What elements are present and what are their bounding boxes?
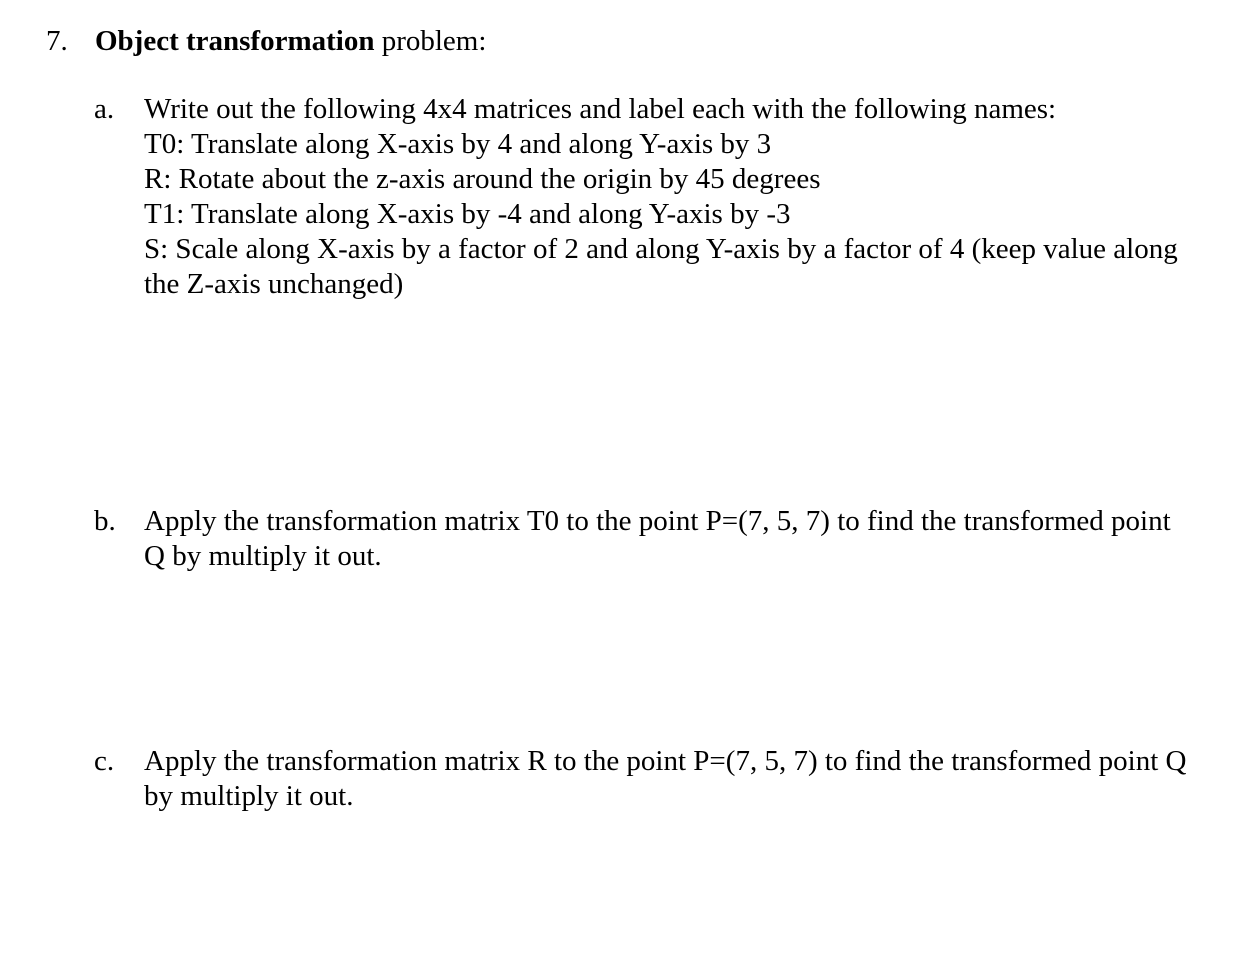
part-a-line: T0: Translate along X-axis by 4 and along Y-axis by 3	[144, 128, 772, 160]
part-c-line: Apply the transformation matrix R to the point P=(7, 5, 7) to find the transformed point Q	[144, 745, 1187, 777]
part-b-line: Q by multiply it out.	[144, 540, 382, 572]
question-number: 7.	[46, 25, 68, 57]
part-a-marker: a.	[94, 93, 115, 125]
part-c-marker: c.	[94, 745, 115, 777]
part-c-line: by multiply it out.	[144, 780, 354, 812]
part-a-line: Write out the following 4x4 matrices and label each with the following names:	[144, 93, 1057, 125]
question-title	[95, 24, 486, 58]
part-a-line: S: Scale along X-axis by a factor of 2 and along Y-axis by a factor of 4 (keep value along	[144, 233, 1178, 265]
part-c-text	[144, 744, 1244, 814]
part-b-text	[144, 504, 1244, 574]
part-a-line: the Z-axis unchanged)	[144, 268, 404, 300]
part-a-text	[144, 92, 1244, 302]
part-b-marker: b.	[94, 505, 116, 537]
part-a-line: R: Rotate about the z-axis around the origin by 45 degrees	[144, 163, 821, 195]
question-title-rest: problem:	[374, 25, 487, 57]
part-a-line: T1: Translate along X-axis by -4 and along Y-axis by -3	[144, 198, 791, 230]
question-title-bold: Object transformation	[95, 25, 375, 57]
part-b-line: Apply the transformation matrix T0 to the point P=(7, 5, 7) to find the transformed point	[144, 505, 1171, 537]
